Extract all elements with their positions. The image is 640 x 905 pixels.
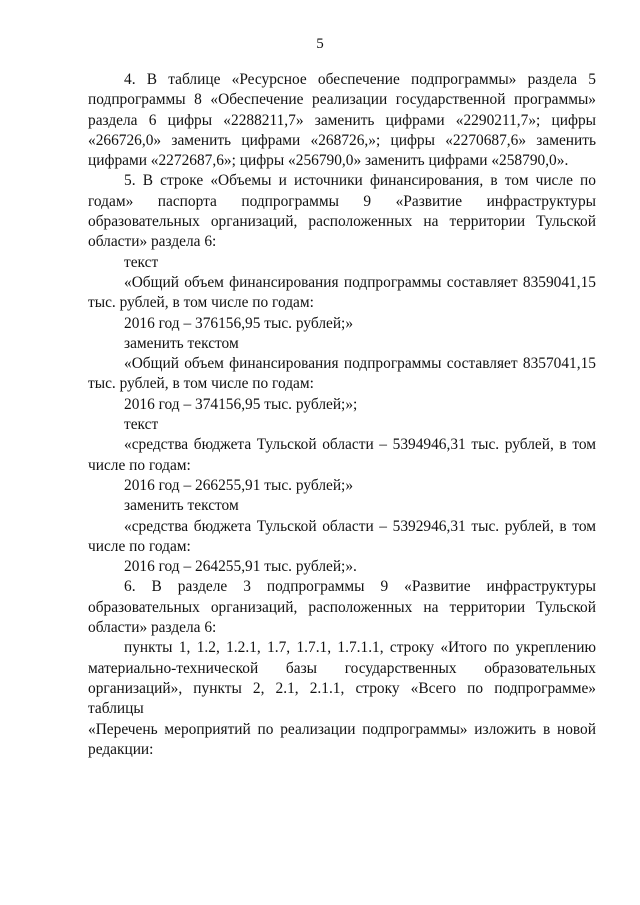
items-line-4: «Перечень мероприятий по реализации подпрограммы» изложить в новой	[88, 720, 596, 738]
paragraph-5-line-1: 5. В строке «Объемы и источники финансирования, в том числе по	[124, 172, 596, 190]
new-budget-line-1: «средства бюджета Тульской области – 5392946,31 тыс. рублей, в том	[124, 517, 596, 535]
quote-total-year-2016: 2016 год – 376156,95 тыс. рублей;»	[124, 314, 354, 332]
quote-budget-line-1: «средства бюджета Тульской области – 5394946,31 тыс. рублей, в том	[124, 436, 596, 454]
replace-label: заменить текстом	[124, 497, 239, 515]
quote-total-line-2: тыс. рублей, в том числе по годам:	[88, 294, 314, 312]
quote-total-line-1: «Общий объем финансирования подпрограммы составляет 8359041,15	[124, 273, 596, 291]
items-line-1: пункты 1, 1.2, 1.2.1, 1.7, 1.7.1, 1.7.1.1, строку «Итого по укреплению	[124, 639, 596, 657]
new-budget-line-2: числе по годам:	[88, 537, 191, 555]
paragraph-5-line-4: области» раздела 6:	[88, 233, 217, 251]
document-body	[88, 70, 596, 760]
paragraph-6-line-1: 6. В разделе 3 подпрограммы 9 «Развитие инфраструктуры	[124, 578, 596, 596]
items-line-2: материально-технической базы государственных образовательных	[88, 659, 596, 677]
page-number: 5	[316, 36, 324, 52]
paragraph-4-line-1: 4. В таблице «Ресурсное обеспечение подпрограммы» раздела 5	[124, 71, 596, 88]
quote-budget-year-2016: 2016 год – 266255,91 тыс. рублей;»	[124, 476, 354, 494]
paragraph-4-line-4: «266726,0» заменить цифрами «268726,»; цифры «2270687,6» заменить	[88, 131, 596, 149]
paragraph-4-line-3: раздела 6 цифры «2288211,7» заменить цифрами «2290211,7»; цифры	[88, 111, 596, 129]
paragraph-5-line-2: годам» паспорта подпрограммы 9 «Развитие инфраструктуры	[88, 192, 596, 210]
new-total-line-2: тыс. рублей, в том числе по годам:	[88, 375, 314, 393]
paragraph-6-line-2: образовательных организаций, расположенных на территории Тульской	[88, 598, 596, 616]
new-budget-year-2016: 2016 год – 264255,91 тыс. рублей;».	[124, 558, 357, 576]
text-label: текст	[124, 416, 159, 434]
new-total-line-1: «Общий объем финансирования подпрограммы составляет 8357041,15	[124, 355, 596, 373]
replace-label: заменить текстом	[124, 334, 239, 352]
items-line-3: организаций», пункты 2, 2.1, 2.1.1, строку «Всего по подпрограмме» таблицы	[88, 679, 596, 718]
new-total-year-2016: 2016 год – 374156,95 тыс. рублей;»;	[124, 395, 358, 413]
paragraph-4-line-2: подпрограммы 8 «Обеспечение реализации государственной программы»	[88, 91, 596, 109]
paragraph-4-line-5: цифрами «2272687,6»; цифры «256790,0» заменить цифрами «258790,0».	[88, 152, 569, 170]
quote-budget-line-2: числе по годам:	[88, 456, 191, 474]
paragraph-6-line-3: области» раздела 6:	[88, 619, 217, 637]
items-line-5: редакции:	[88, 740, 154, 758]
paragraph-5-line-3: образовательных организаций, расположенных на территории Тульской	[88, 213, 596, 231]
text-label: текст	[124, 253, 159, 271]
